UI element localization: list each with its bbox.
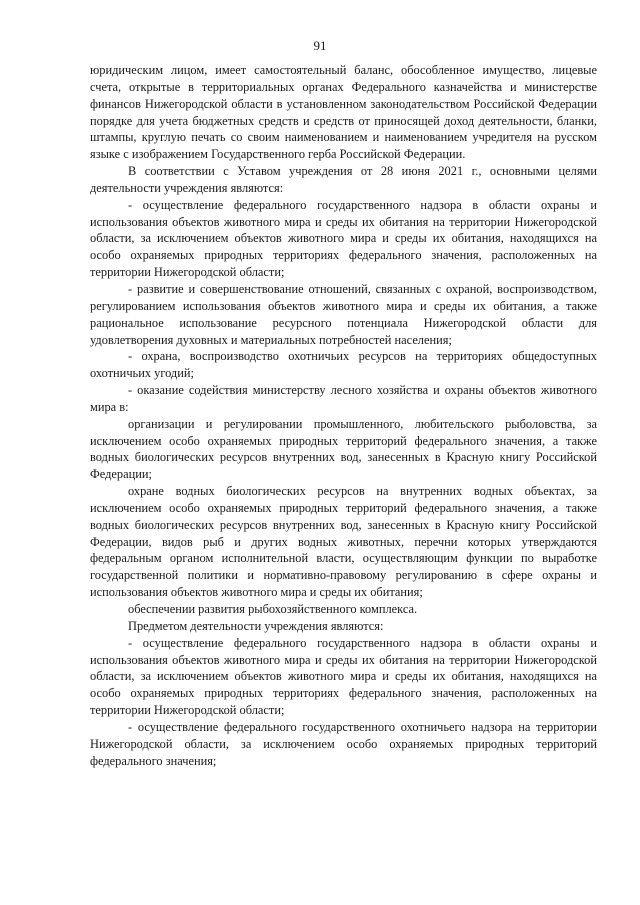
paragraph-continuation: юридическим лицом, имеет самостоятельный баланс, обособленное имущество, лицевые счета, открытые в территориальных органах Федерального казначейства и министерстве финансов Нижегородской области в установленном законодательством Российской Федерации порядке для учета бюджетных средств и средств от приносящей доход деятельности, бланки, штампы, круглую печать со своим наименованием и наименованием учредителя на русском языке с изображением Государственного герба Российской Федерации.: [90, 63, 597, 162]
paragraph-subject-supervision: - осуществление федерального государственного надзора в области охраны и использования объектов животного мира и среды их обитания на территории Нижегородской области, за исключением объектов животного мира и среды их обитания, находящихся на особо охраняемых природных территориях федерального значения, расположенных на территории Нижегородской области;: [90, 635, 597, 718]
page-number: 91: [313, 38, 327, 53]
paragraph-assist-fishing: организации и регулировании промышленного, любительского рыболовства, за исключением особо охраняемых природных территорий федерального значения, а также водных биологических ресурсов внутренних вод, занесенных в Красную книгу Российской Федерации;: [90, 416, 597, 482]
paragraph-subject-hunting-supervision: - осуществление федерального государственного охотничьего надзора на территории Нижегородской области, за исключением особо охраняемых природных территорий федерального значения;: [90, 719, 597, 768]
paragraph-subject-intro: Предметом деятельности учреждения являются:: [128, 618, 384, 633]
paragraph-goals-intro: В соответствии с Уставом учреждения от 28 июня 2021 г., основными целями деятельности учреждения являются:: [90, 164, 597, 195]
document-body: [90, 62, 597, 769]
paragraph-goal-supervision: - осуществление федерального государственного надзора в области охраны и использования объектов животного мира и среды их обитания на территории Нижегородской области, за исключением объектов животного мира и среды их обитания, находящихся на особо охраняемых природных территориях федерального значения, расположенных на территории Нижегородской области;: [90, 197, 597, 280]
paragraph-assist-protection: охране водных биологических ресурсов на внутренних водных объектах, за исключением особо охраняемых природных территорий федерального значения, а также водных биологических ресурсов внутренних вод, занесенных в Красную книгу Российской Федерации, видов рыб и других водных животных, перечни которых утверждаются федеральным органом исполнительной власти, осуществляющим функции по выработке государственной политики и нормативно-правовому регулированию в сфере охраны и использования объектов животного мира и среды их обитания;: [90, 484, 597, 600]
paragraph-goal-hunting-resources: - охрана, воспроизводство охотничьих ресурсов на территориях общедоступных охотничьих угодий;: [90, 349, 597, 381]
paragraph-assist-fishery-complex: обеспечении развития рыбохозяйственного комплекса.: [128, 602, 418, 616]
paragraph-goal-assistance: - оказание содействия министерству лесного хозяйства и охраны объектов животного мира в:: [90, 383, 597, 414]
paragraph-goal-development: - развитие и совершенствование отношений, связанных с охраной, воспроизводством, регулированием использования объектов животного мира и среды их обитания, а также рациональное использование ресурсного потенциала Нижегородской области для удовлетворения духовных и материальных потребностей населения;: [90, 281, 597, 347]
